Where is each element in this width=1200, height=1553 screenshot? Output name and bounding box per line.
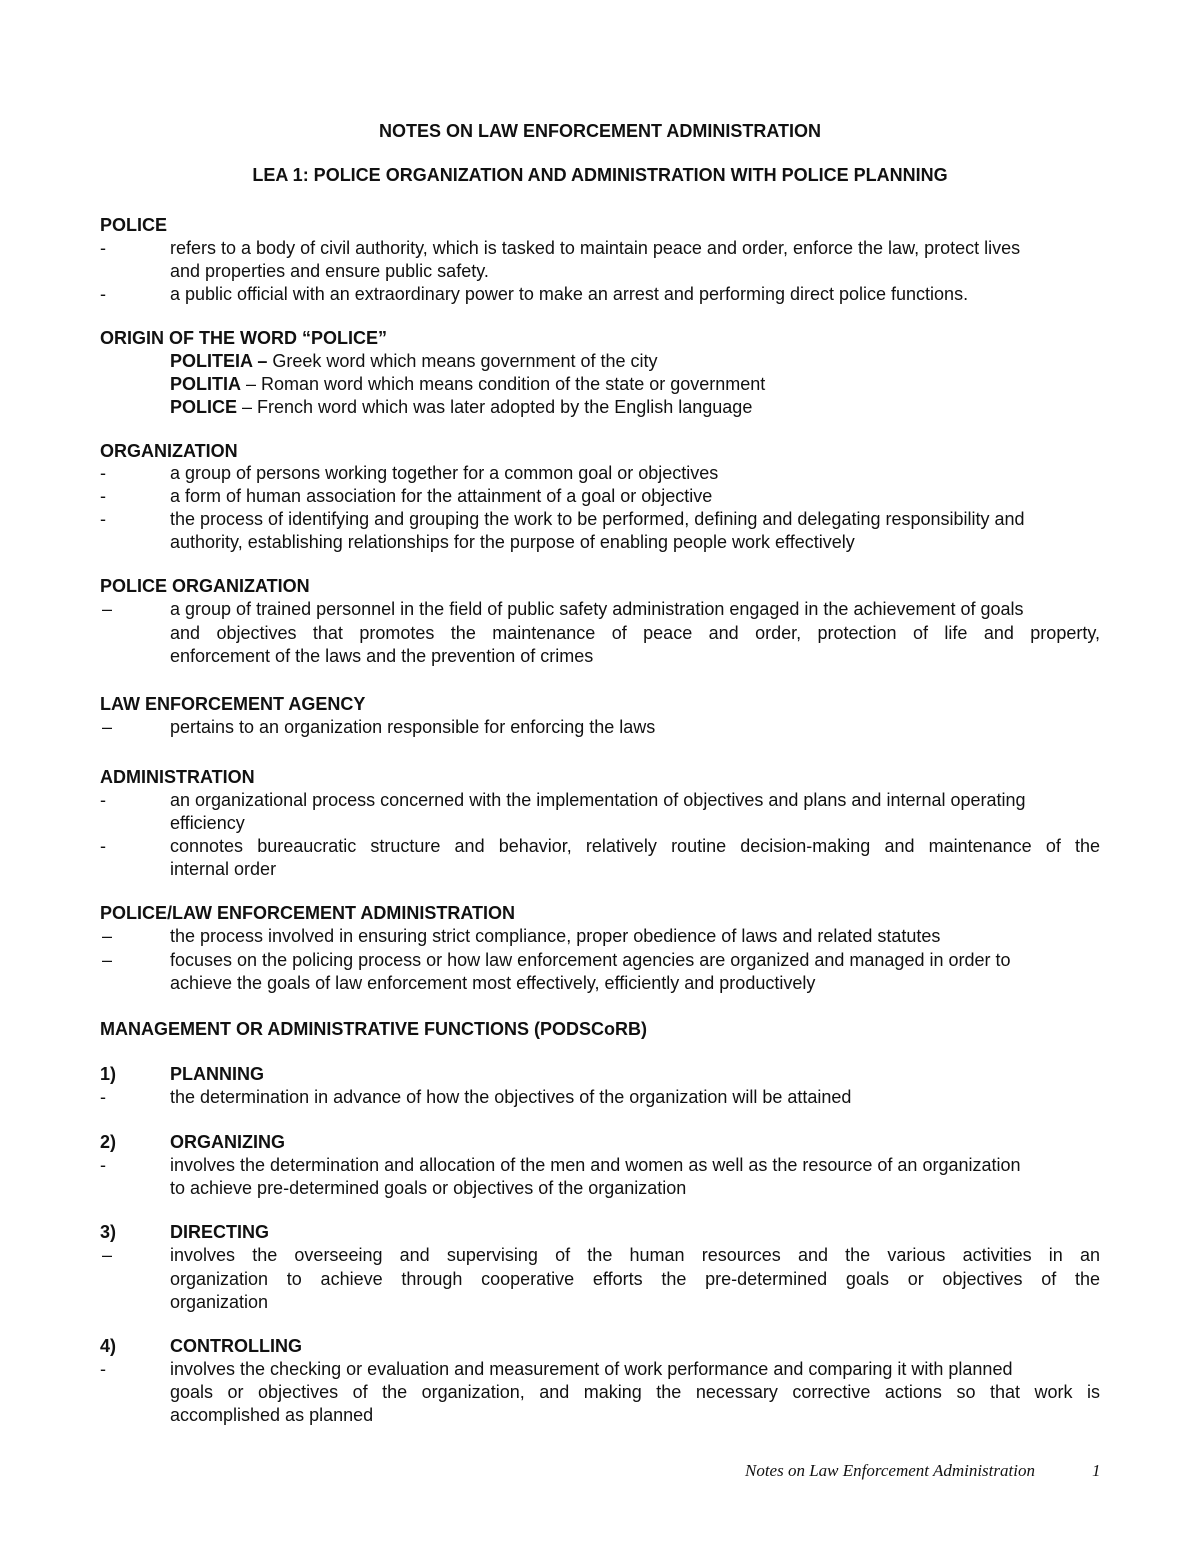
origin-item	[170, 373, 765, 395]
list-item-line: organization to achieve through cooperative efforts the pre-determined goals or objectives of the	[170, 1269, 1100, 1289]
bullet-marker: –	[102, 950, 113, 970]
list-item-line: efficiency	[170, 813, 245, 833]
list-item-line: to achieve pre-determined goals or objectives of the organization	[170, 1178, 687, 1198]
section-heading-lea: LAW ENFORCEMENT AGENCY	[100, 694, 366, 714]
origin-definition: Greek word which means government of the city	[267, 351, 658, 371]
origin-definition: – Roman word which means condition of the state or government	[241, 374, 766, 394]
list-item-line: and properties and ensure public safety.	[170, 261, 489, 281]
bullet-marker: -	[100, 1155, 106, 1175]
list-item-line: a form of human association for the attainment of a goal or objective	[170, 486, 713, 506]
list-item-line: an organizational process concerned with the implementation of objectives and plans and internal operating	[170, 790, 1026, 810]
function-name: PLANNING	[170, 1064, 264, 1084]
list-item-line: enforcement of the laws and the prevention of crimes	[170, 646, 594, 666]
section-heading-police: POLICE	[100, 215, 168, 235]
list-item-line: involves the determination and allocation of the men and women as well as the resource of an organization	[170, 1155, 1021, 1175]
list-item-line: a group of persons working together for a common goal or objectives	[170, 463, 719, 483]
function-name: CONTROLLING	[170, 1336, 302, 1356]
origin-item	[170, 396, 752, 418]
bullet-marker: -	[100, 1087, 106, 1107]
list-item-line: goals or objectives of the organization, and making the necessary corrective actions so that work is	[170, 1382, 1100, 1402]
origin-term: POLITEIA –	[170, 351, 268, 371]
list-item-line: organization	[170, 1292, 269, 1312]
list-item-line: a group of trained personnel in the field of public safety administration engaged in the achievement of goals	[170, 599, 1024, 619]
list-item-line: refers to a body of civil authority, which is tasked to maintain peace and order, enforce the law, protect lives	[170, 238, 1021, 258]
section-heading-police-organization: POLICE ORGANIZATION	[100, 576, 310, 596]
document-subtitle: LEA 1: POLICE ORGANIZATION AND ADMINISTRATION WITH POLICE PLANNING	[252, 165, 948, 185]
bullet-marker: –	[102, 1245, 113, 1265]
bullet-marker: -	[100, 238, 106, 258]
origin-term: POLITIA	[170, 374, 241, 394]
list-item-line: the process involved in ensuring strict compliance, proper obedience of laws and related statutes	[170, 926, 941, 946]
section-heading-administration: ADMINISTRATION	[100, 767, 255, 787]
bullet-marker: –	[102, 926, 113, 946]
footer-text: Notes on Law Enforcement Administration	[745, 1461, 1035, 1480]
page-number: 1	[1092, 1461, 1101, 1480]
function-number: 3)	[100, 1222, 117, 1242]
list-item-line: and objectives that promotes the maintenance of peace and order, protection of life and property,	[170, 623, 1100, 643]
bullet-marker: -	[100, 836, 106, 856]
section-heading-organization: ORGANIZATION	[100, 441, 238, 461]
list-item-line: accomplished as planned	[170, 1405, 374, 1425]
bullet-marker: -	[100, 790, 106, 810]
list-item-line: internal order	[170, 859, 277, 879]
bullet-marker: –	[102, 717, 113, 737]
document-title: NOTES ON LAW ENFORCEMENT ADMINISTRATION	[379, 121, 821, 141]
origin-definition: – French word which was later adopted by the English language	[237, 397, 753, 417]
function-number: 2)	[100, 1132, 117, 1152]
list-item-line: focuses on the policing process or how law enforcement agencies are organized and managed in order to	[170, 950, 1011, 970]
origin-term: POLICE	[170, 397, 238, 417]
function-name: ORGANIZING	[170, 1132, 285, 1152]
list-item-line: the determination in advance of how the objectives of the organization will be attained	[170, 1087, 852, 1107]
bullet-marker: -	[100, 284, 106, 304]
list-item-line: authority, establishing relationships for the purpose of enabling people work effectively	[170, 532, 855, 552]
list-item-line: connotes bureaucratic structure and behavior, relatively routine decision-making and maintenance of the	[170, 836, 1100, 856]
bullet-marker: -	[100, 463, 106, 483]
list-item-line: the process of identifying and grouping the work to be performed, defining and delegating responsibility and	[170, 509, 1025, 529]
function-number: 1)	[100, 1064, 117, 1084]
bullet-marker: –	[102, 599, 113, 619]
bullet-marker: -	[100, 486, 106, 506]
list-item-line: pertains to an organization responsible for enforcing the laws	[170, 717, 656, 737]
list-item-line: achieve the goals of law enforcement most effectively, efficiently and productively	[170, 973, 816, 993]
section-heading-functions: MANAGEMENT OR ADMINISTRATIVE FUNCTIONS (PODSCoRB)	[100, 1019, 647, 1039]
list-item-line: involves the checking or evaluation and measurement of work performance and comparing it with planned	[170, 1359, 1013, 1379]
section-heading-plea: POLICE/LAW ENFORCEMENT ADMINISTRATION	[100, 903, 515, 923]
bullet-marker: -	[100, 1359, 106, 1379]
section-heading-origin: ORIGIN OF THE WORD “POLICE”	[100, 328, 387, 348]
list-item-line: a public official with an extraordinary power to make an arrest and performing direct police functions.	[170, 284, 969, 304]
origin-item	[170, 350, 658, 372]
list-item-line: involves the overseeing and supervising of the human resources and the various activities in an	[170, 1245, 1100, 1265]
function-name: DIRECTING	[170, 1222, 269, 1242]
bullet-marker: -	[100, 509, 106, 529]
function-number: 4)	[100, 1336, 117, 1356]
